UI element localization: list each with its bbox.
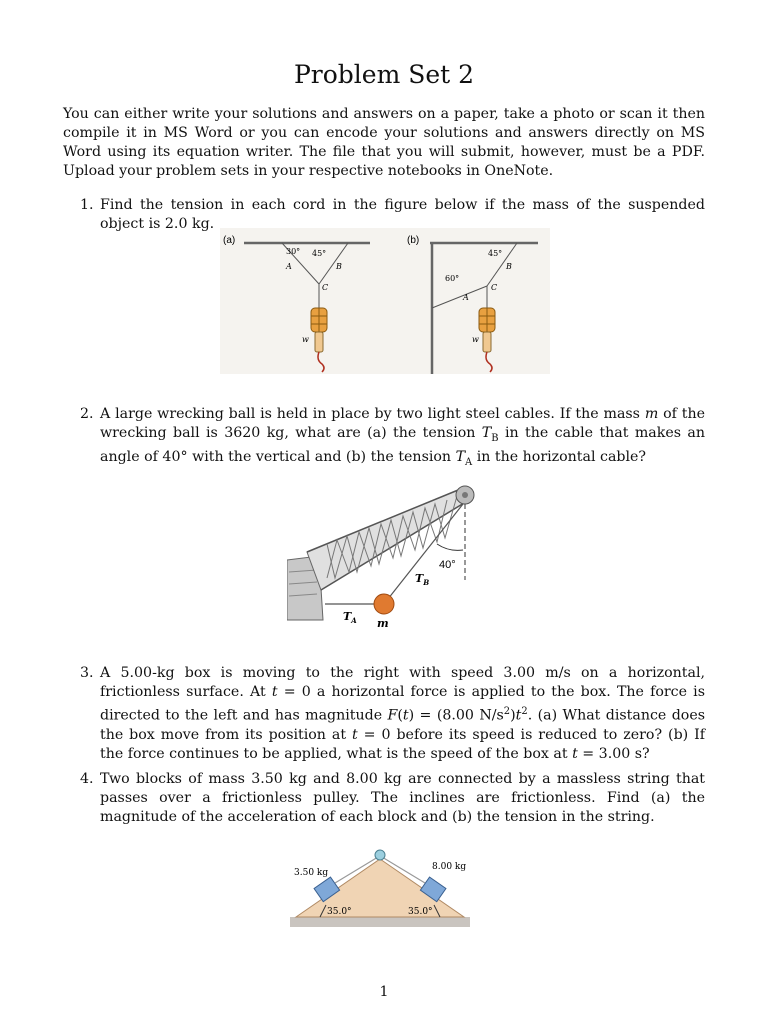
- intro-paragraph: You can either write your solutions and answers on a paper, take a photo or scan it then compile it in MS Word or you can encode your solutions and answers directly on MS Word using its equation writer. The file that you will submit, however, must be a PDF. Upload your problem sets in your respective notebooks in OneNote.: [63, 106, 705, 179]
- problem-text: Two blocks of mass 3.50 kg and 8.00 kg are connected by a massless string that passes over a frictionless pulley. The inclines are frictionless. Find (a) the magnitude of the acceleration of each block and (b) the tension in the string.: [100, 771, 705, 825]
- cord-a-label-b: A: [463, 293, 469, 302]
- problem-3: [80, 664, 705, 764]
- tension-cords-figure: [220, 228, 550, 374]
- panel-a-label: (a): [223, 235, 236, 246]
- problem-text: A large wrecking ball is held in place by two light steel cables. If the mass m of the wrecking ball is 3620 kg, what are (a) the tension $T_B$ in the cable that makes an angle of 40° with the vertical and (b) the tension $T_A$ in the horizontal cable?: [100, 406, 705, 468]
- angle-right-label: 35.0°: [408, 907, 433, 917]
- wrecking-ball: [374, 594, 394, 614]
- inclines-figure: [290, 843, 474, 931]
- cord-b-label-b: B: [506, 262, 512, 271]
- angle-30-label: 30°: [286, 247, 301, 256]
- cord-c-label-b: C: [491, 283, 498, 292]
- ground: [290, 917, 470, 927]
- angle-45-label-a: 45°: [312, 249, 327, 258]
- problem-number: 3.: [80, 665, 94, 681]
- panel-b-label: (b): [407, 235, 420, 246]
- mass-label: m: [377, 617, 389, 630]
- problem-number: 4.: [80, 771, 94, 787]
- cord-c-label: C: [322, 283, 329, 292]
- angle-60-label: 60°: [445, 274, 460, 283]
- wrecking-ball-figure: [287, 480, 483, 630]
- mass-right-label: 8.00 kg: [432, 862, 467, 872]
- angle-45-label-b: 45°: [488, 249, 503, 258]
- problem-4: [80, 770, 705, 827]
- problem-number: 1.: [80, 197, 94, 213]
- mass-left-label: 3.50 kg: [294, 868, 329, 878]
- page-number: 1: [379, 984, 389, 1000]
- tension-b-label: $T_B$: [415, 572, 430, 587]
- cord-b-label: B: [336, 262, 342, 271]
- page-title: Problem Set 2: [293, 60, 475, 89]
- weight-label-a: w: [302, 335, 309, 344]
- problem-2: [80, 405, 705, 472]
- angle-40-label: 40°: [439, 559, 456, 571]
- angle-left-label: 35.0°: [327, 907, 352, 917]
- pulley: [375, 850, 385, 860]
- tension-a-label: $T_A$: [343, 610, 357, 625]
- problem-text: A 5.00-kg box is moving to the right with speed 3.00 m/s on a horizontal, frictionless surface. At t = 0 a horizontal force is applied to the box. The force is directed to the left and has magnitude F(t) = (8.00 $N/s^2)t^2$. (a) What distance does the box move from its position at t = 0 before its speed is reduced to zero? (b) If the force continues to be applied, what is the speed of the box at t = 3.00 s?: [100, 665, 705, 762]
- problem-number: 2.: [80, 406, 94, 422]
- cord-a-label: A: [286, 262, 292, 271]
- weight-label-b: w: [472, 335, 479, 344]
- problem-text: Find the tension in each cord in the figure below if the mass of the suspended object is 2.0 kg.: [100, 197, 705, 232]
